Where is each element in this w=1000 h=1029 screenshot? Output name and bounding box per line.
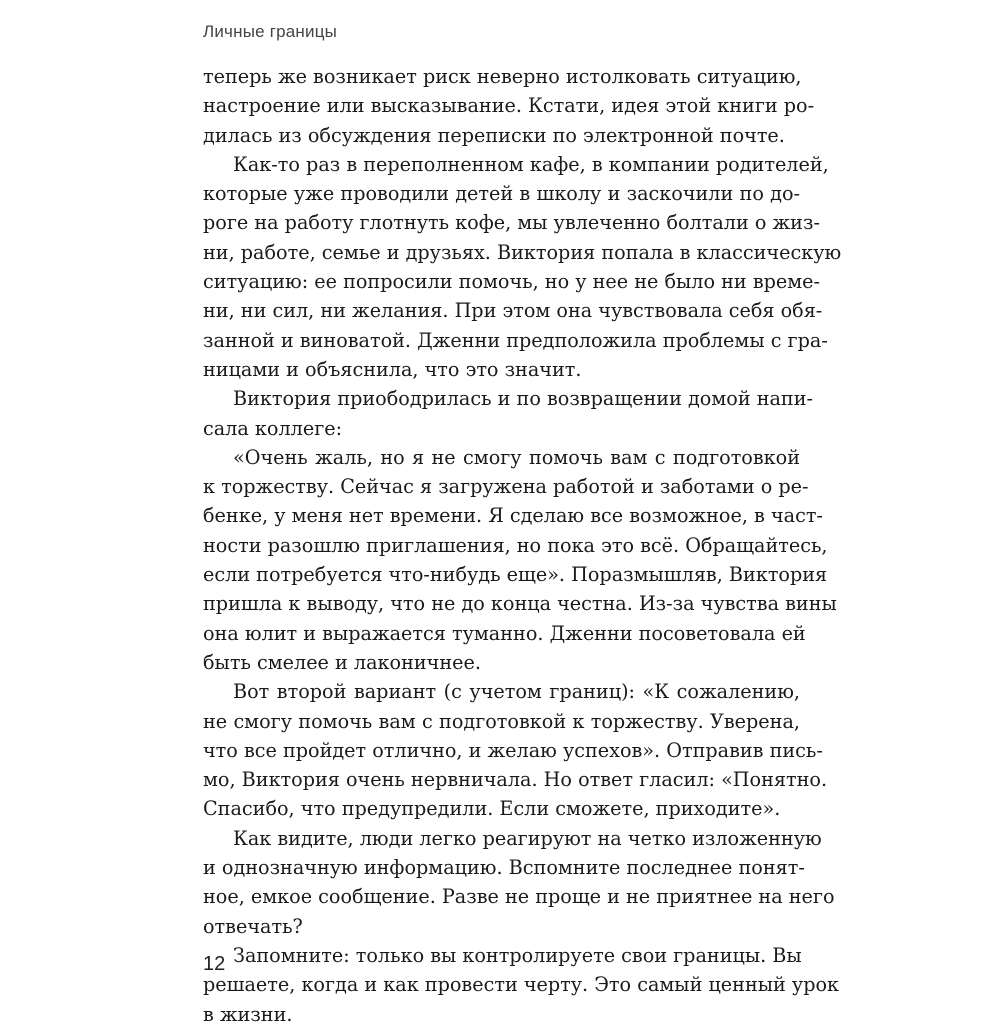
text-line: «Очень жаль, но я не смогу помочь вам с подготовкой: [233, 445, 800, 469]
text-line: дилась из обсуждения переписки по электронной почте.: [203, 123, 785, 147]
text-line: она юлит и выражается туманно. Дженни посоветовала ей: [203, 621, 806, 645]
text-line: в жизни.: [203, 1002, 293, 1026]
text-line: роге на работу глотнуть кофе, мы увлеченно болтали о жиз-: [203, 211, 820, 235]
text-line: мо, Виктория очень нервничала. Но ответ гласил: «Понятно.: [203, 768, 828, 792]
text-line: Как-то раз в переполненном кафе, в компании родителей,: [233, 152, 829, 176]
text-line: Вот второй вариант (с учетом границ): «К сожалению,: [233, 680, 800, 704]
text-line: которые уже проводили детей в школу и заскочили по до-: [203, 182, 800, 206]
text-line: ное, емкое сообщение. Разве не проще и не приятнее на него: [203, 885, 835, 909]
text-line: ности разошлю приглашения, но пока это всё. Обращайтесь,: [203, 533, 828, 557]
text-line: бенке, у меня нет времени. Я сделаю все возможное, в част-: [203, 504, 823, 528]
text-line: к торжеству. Сейчас я загружена работой и заботами о ре-: [203, 475, 809, 499]
text-line: отвечать?: [203, 914, 303, 938]
text-line: что все пройдет отлично, и желаю успехов». Отправив пись-: [203, 738, 823, 762]
running-head: Личные границы: [203, 22, 338, 41]
text-line: настроение или высказывание. Кстати, идея этой книги ро-: [203, 94, 815, 118]
text-line: ни, работе, семье и друзьях. Виктория попала в классическую: [203, 240, 842, 264]
text-line: пришла к выводу, что не до конца честна. Из-за чувства вины: [203, 592, 837, 616]
body-text: [203, 62, 842, 1029]
text-line: ситуацию: ее попросили помочь, но у нее не было ни време-: [203, 270, 821, 294]
text-line: если потребуется что-нибудь еще». Поразмышляв, Виктория: [203, 563, 828, 587]
text-line: Как видите, люди легко реагируют на четко изложенную: [233, 826, 822, 850]
text-line: занной и виноватой. Дженни предположила проблемы с гра-: [203, 328, 828, 352]
text-line: Виктория приободрилась и по возвращении домой напи-: [233, 387, 813, 411]
text-line: ни, ни сил, ни желания. При этом она чувствовала себя обя-: [203, 299, 823, 323]
text-line: ницами и объяснила, что это значит.: [203, 357, 582, 381]
text-line: Запомните: только вы контролируете свои границы. Вы: [233, 943, 802, 967]
text-line: и однозначную информацию. Вспомните последнее понят-: [203, 856, 805, 880]
text-line: быть смелее и лаконичнее.: [203, 650, 481, 674]
text-line: не смогу помочь вам с подготовкой к торжеству. Уверена,: [203, 709, 800, 733]
text-line: сала коллеге:: [203, 416, 343, 440]
text-line: решаете, когда и как провести черту. Это самый ценный урок: [203, 973, 840, 997]
page-number: 12: [203, 953, 226, 975]
text-line: Спасибо, что предупредили. Если сможете, приходите».: [203, 797, 781, 821]
text-line: теперь же возникает риск неверно истолковать ситуацию,: [203, 65, 802, 88]
